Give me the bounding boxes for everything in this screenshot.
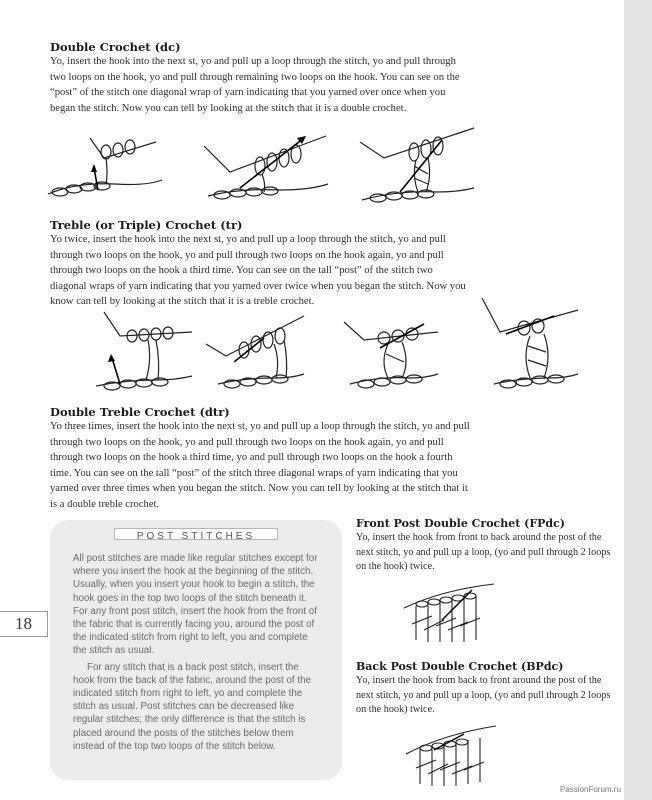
dc-diagram-3 xyxy=(358,122,478,212)
dtr-section xyxy=(50,405,470,513)
fpdc-diagram xyxy=(402,576,498,648)
tr-diagram-4 xyxy=(480,296,580,396)
fpdc-text: Yo, insert the hook from front to back around the post of the next stitch, yo and pull up a loop, (yo and pull through 2 loops on the hook) twice. xyxy=(356,532,611,573)
post-stitches-text xyxy=(73,552,319,753)
dc-section xyxy=(50,40,470,116)
page-number: 18 xyxy=(0,611,48,637)
tr-title: Treble (or Triple) Crochet (tr) xyxy=(50,218,243,232)
bpdc-text: Yo, insert the hook from back to front around the post of the next stitch, yo and pull up a loop, (yo and pull through 2 loops on the hook) twice. xyxy=(356,675,611,716)
tr-diagram-1 xyxy=(96,306,196,400)
fpdc-section xyxy=(356,517,614,575)
dtr-text: Yo three times, insert the hook into the next st, yo and pull up a loop through the stitch, yo and pull through two loops on the hook, yo and pull through two loops on the hook again, yo and pull through two loops on the hook a third time, yo and pull through two loops on the hook a fourth time. You can see on the tall “post” of the stitch three diagonal wraps of yarn indicating that you yarned over three times when you began the stitch. Now you can tell by looking at the stitch that it is a double treble crochet. xyxy=(50,421,470,510)
post-stitches-title-wrap xyxy=(50,520,342,540)
dc-diagram-2 xyxy=(200,126,332,208)
bpdc-section xyxy=(356,660,614,718)
post-stitches-paragraph-2: For any stitch that is a back post stitch, insert the hook from the back of the fabric, around the post of the indicated stitch from right to left, yo and complete the stitch as usual. Post stitches can be decreased like regular stitches; the only difference is that the stitch is placed around the posts of the stitches below them instead of the top two loops of the stitch below. xyxy=(73,661,311,752)
fpdc-title: Front Post Double Crochet (FPdc) xyxy=(356,517,566,530)
post-stitches-paragraph-1: All post stitches are made like regular stitches except for where you insert the hook at the beginning of the stitch. Usually, when you insert your hook to begin a stitch, the hook goes in the top two loops of the stitch beneath it. For any front post stitch, insert the hook from the front of the fabric that is currently facing you, around the post of the indicated stitch from right to left, you and complete the stitch as usual. xyxy=(73,553,318,657)
dtr-title: Double Treble Crochet (dtr) xyxy=(50,405,230,419)
dc-title: Double Crochet (dc) xyxy=(50,40,181,54)
bpdc-diagram xyxy=(404,720,500,790)
page-edge-bar xyxy=(624,0,652,800)
tr-text: Yo twice, insert the hook into the next st, yo and pull up a loop through the stitch, yo and pull through two loops on the hook, yo and pull through two loops on the hook again, yo and pull through two loops on the hook a third time. You can see on the tall “post” of the stitch two diagonal wraps of yarn indicating that you yarned over twice when you began the stitch. Now you know can tell by looking at the stitch that it is a treble crochet. xyxy=(50,234,466,308)
bpdc-title: Back Post Double Crochet (BPdc) xyxy=(356,660,564,673)
post-stitches-title: POST STITCHES xyxy=(114,528,278,540)
watermark: PassionForum.ru xyxy=(560,785,621,794)
dc-diagram-1 xyxy=(46,128,166,208)
tr-section xyxy=(50,218,470,310)
tr-diagram-3 xyxy=(340,310,440,394)
dc-text: Yo, insert the hook into the next st, yo and pull up a loop through the stitch, yo and pull through two loops on the hook, yo and pull through remaining two loops on the hook. You can see on the “post” of the stitch one diagonal wrap of yarn indicating that you yarned over once when you began the stitch. Now you can tell by looking at the stitch that it is a double crochet. xyxy=(50,56,460,114)
tr-diagram-2 xyxy=(204,310,308,394)
